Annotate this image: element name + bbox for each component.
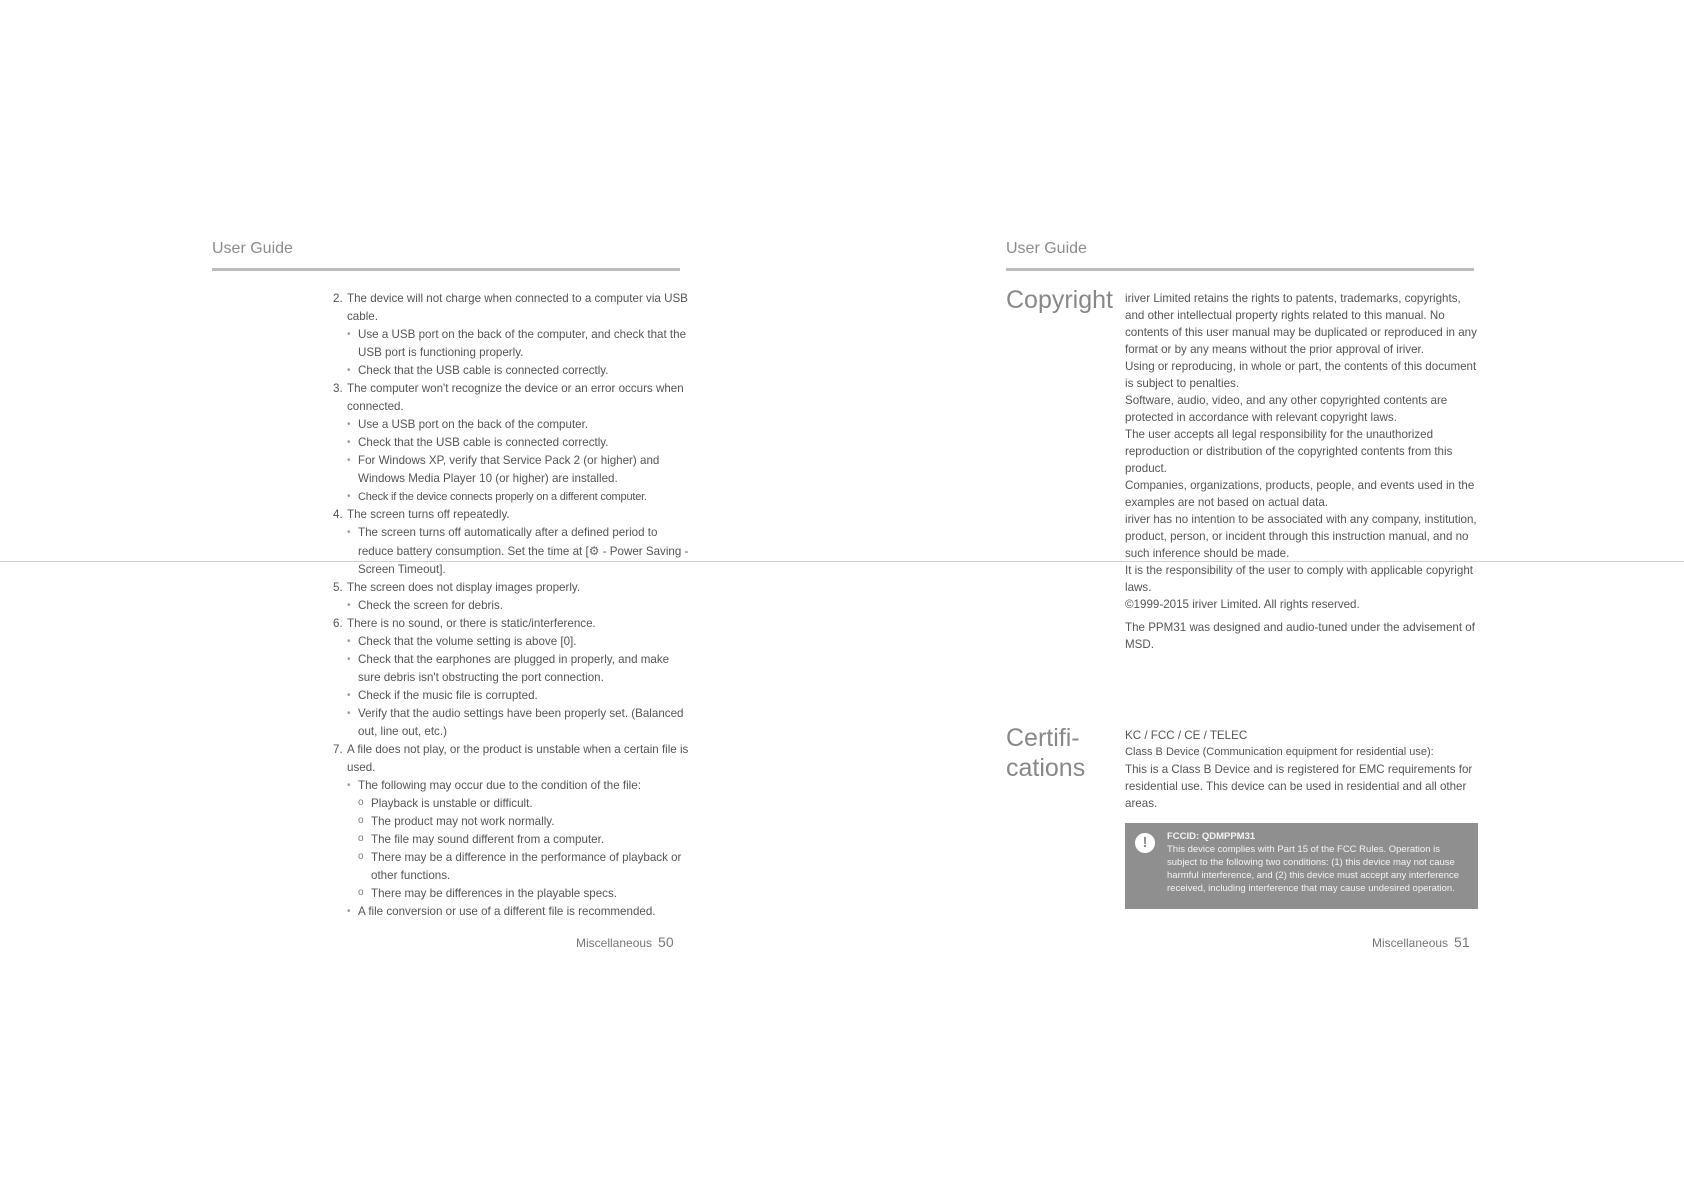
troubleshooting-list xyxy=(333,290,693,921)
copyright-paragraph: iriver Limited retains the rights to patents, trademarks, copyrights, and other intellectual property rights related to this manual. No contents of this user manual may be duplicated or reproduced in any format or by any means without the prior approval of iriver. xyxy=(1125,292,1477,356)
list-subsubitem: o Playback is unstable or difficult. xyxy=(347,795,693,813)
footer-label: Miscellaneous xyxy=(1372,936,1449,950)
certifications-body xyxy=(1125,727,1478,812)
list-subitem: • Use a USB port on the back of the computer. xyxy=(347,416,693,434)
page-header: User Guide xyxy=(1006,240,1087,257)
fcc-id: FCCID: QDMPPM31 xyxy=(1167,831,1256,842)
copyright-paragraph: Software, audio, video, and any other copyrighted contents are protected in accordance with relevant copyright laws. xyxy=(1125,394,1448,424)
right-page xyxy=(1006,240,1477,950)
copyright-paragraph: iriver has no intention to be associated with any company, institution, product, person, or incident through this instruction manual, and no such inference should be made. xyxy=(1125,513,1477,560)
certification-standards: KC / FCC / CE / TELEC xyxy=(1125,729,1248,742)
fcc-notice-box xyxy=(1125,823,1478,909)
list-subsubitem: o There may be differences in the playable specs. xyxy=(347,885,693,903)
list-item: 4. The screen turns off repeatedly. • The screen turns off automatically after a defined period to reduce battery consumption. Set the time at [⚙ - Power Saving - Screen Timeout]. xyxy=(333,506,693,579)
copyright-body xyxy=(1125,290,1478,653)
gear-icon: ⚙ xyxy=(588,544,600,558)
certifications-title: Certifi- cations xyxy=(1006,724,1086,782)
page-number: 51 xyxy=(1454,934,1470,950)
page-header: User Guide xyxy=(212,240,293,257)
list-subsubitem: o The product may not work normally. xyxy=(347,813,693,831)
fcc-statement: This device complies with Part 15 of the FCC Rules. Operation is subject to the following two conditions: (1) this device may not cause harmful interference, and (2) this device must accept any interference received, including interference that may cause undesired operation. xyxy=(1167,844,1460,894)
copyright-notice: ©1999-2015 iriver Limited. All rights reserved. xyxy=(1125,598,1360,611)
list-subsubitem: o The file may sound different from a computer. xyxy=(347,831,693,849)
copyright-paragraph: Companies, organizations, products, people, and events used in the examples are not based on actual data. xyxy=(1125,479,1475,509)
list-subitem: • Check if the music file is corrupted. xyxy=(347,687,693,705)
list-item: 5. The screen does not display images properly. • Check the screen for debris. xyxy=(333,579,693,615)
left-page xyxy=(212,240,689,950)
exclamation-icon: ! xyxy=(1135,833,1155,853)
class-b-description: This is a Class B Device and is registered for EMC requirements for residential use. This device can be used in residential and all other areas. xyxy=(1125,763,1473,810)
list-subsubitem: o There may be a difference in the performance of playback or other functions. xyxy=(347,849,693,885)
list-subitem: • For Windows XP, verify that Service Pack 2 (or higher) and Windows Media Player 10 (or higher) are installed. xyxy=(347,452,693,488)
msd-note: The PPM31 was designed and audio-tuned under the advisement of MSD. xyxy=(1125,621,1475,651)
page-footer xyxy=(576,934,674,950)
copyright-paragraph: The user accepts all legal responsibility for the unauthorized reproduction or distribution of the copyrighted contents from this product. xyxy=(1125,428,1453,475)
list-subitem: • The screen turns off automatically after a defined period to reduce battery consumption. Set the time at [⚙ - Power Saving - Screen Timeout]. xyxy=(347,524,693,579)
list-subitem: • Check that the USB cable is connected correctly. xyxy=(347,362,693,380)
list-subitem: • Check that the USB cable is connected correctly. xyxy=(347,434,693,452)
list-subitem: • A file conversion or use of a different file is recommended. xyxy=(347,903,693,921)
list-subitem: • Check the screen for debris. xyxy=(347,597,693,615)
list-item: 2. The device will not charge when connected to a computer via USB cable. • Use a USB port on the back of the computer, and check that the USB port is functioning properly. • Check that the USB cable is connected correctly. xyxy=(333,290,693,380)
list-subitem: • Verify that the audio settings have been properly set. (Balanced out, line out, etc.) xyxy=(347,705,693,741)
list-subitem: • Use a USB port on the back of the computer, and check that the USB port is functioning properly. xyxy=(347,326,693,362)
list-item: 3. The computer won't recognize the device or an error occurs when connected. • Use a USB port on the back of the computer. • Check that the USB cable is connected correctly. • For Windows XP, verify that Service Pack 2 (or higher) and Windows Media Player 10 (or higher) are installed. • Check if the device connects properly on a different computer. xyxy=(333,380,693,506)
list-subitem: • Check that the volume setting is above [0]. xyxy=(347,633,693,651)
copyright-paragraph: It is the responsibility of the user to comply with applicable copyright laws. xyxy=(1125,564,1473,594)
copyright-title: Copyright xyxy=(1006,286,1113,314)
class-b-line: Class B Device (Communication equipment for residential use): xyxy=(1125,746,1434,758)
list-item: 7. A file does not play, or the product is unstable when a certain file is used. • The following may occur due to the condition of the file: o Playback is unstable or difficult. o The product may not work normally. o The file may sound different from a computer. o There may be a difference in the performance of playback or other functions. o There may be differences in the playable specs. • A file conversion or use of a different file is recommended. xyxy=(333,741,693,921)
list-subitem: • Check that the earphones are plugged in properly, and make sure debris isn't obstructing the port connection. xyxy=(347,651,693,687)
header-rule xyxy=(212,268,680,271)
list-item: 6. There is no sound, or there is static/interference. • Check that the volume setting is above [0]. • Check that the earphones are plugged in properly, and make sure debris isn't obstructing the port connection. • Check if the music file is corrupted. • Verify that the audio settings have been properly set. (Balanced out, line out, etc.) xyxy=(333,615,693,741)
footer-label: Miscellaneous xyxy=(576,936,653,950)
copyright-paragraph: Using or reproducing, in whole or part, the contents of this document is subject to penalties. xyxy=(1125,360,1477,390)
page-number: 50 xyxy=(658,934,674,950)
list-subitem: • Check if the device connects properly on a different computer. xyxy=(347,488,693,506)
header-rule xyxy=(1006,268,1474,271)
page-footer xyxy=(1372,934,1470,950)
list-subitem: • The following may occur due to the condition of the file: xyxy=(347,777,693,795)
